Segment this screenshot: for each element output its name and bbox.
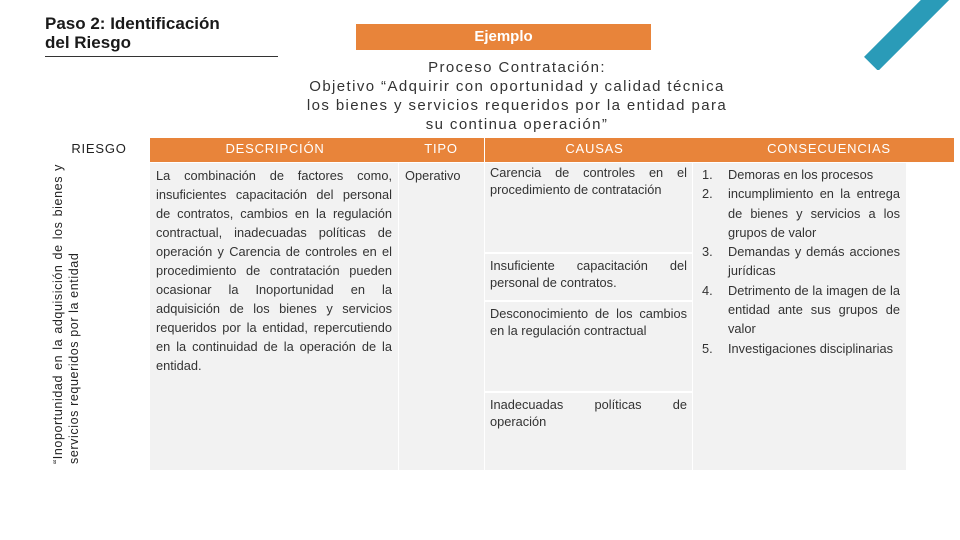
header-causas: CAUSAS bbox=[485, 138, 704, 162]
risk-statement: “Inoportunidad en la adquisición de los bienes y servicios requeridos por la entidad bbox=[51, 164, 81, 464]
process-line-4: su continua operación” bbox=[425, 116, 609, 133]
process-line-1: Proceso Contratación: bbox=[428, 59, 606, 76]
example-label: Ejemplo bbox=[356, 24, 651, 50]
corner-decoration bbox=[840, 0, 960, 70]
cause-cell-1: Carencia de controles en el procedimiento de contratación bbox=[485, 163, 692, 252]
consequence-item: 5. Investigaciones disciplinarias bbox=[702, 340, 894, 356]
consequence-item: 3. Demandas y demás acciones jurídicas bbox=[702, 244, 900, 279]
header-riesgo: RIESGO bbox=[71, 141, 127, 156]
title-underline bbox=[45, 56, 278, 57]
description-cell: La combinación de factores como, insuficientes capacitación del personal de contratos, cambios en la regulación contractual, inadecuadas políticas de operación y Carencia de controles en el procedimiento de contratación pueden ocasionar la Inoportunidad en la adquisición de los bienes y servicios requeridos por la entidad, repercutiendo en la continuidad de la operación de la entidad. bbox=[150, 163, 398, 470]
process-line-2: Objetivo “Adquirir con oportunidad y calidad técnica bbox=[309, 78, 725, 95]
consequence-item: 1. Demoras en los procesos bbox=[702, 167, 874, 182]
type-cell: Operativo bbox=[399, 163, 484, 470]
cause-cell-2: Insuficiente capacitación del personal de contratos. bbox=[485, 254, 692, 300]
title-line-1: Paso 2: Identificación bbox=[45, 14, 220, 33]
page-title bbox=[45, 14, 220, 52]
consequence-item: 2. incumplimiento en la entrega de bienes y servicios a los grupos de valor bbox=[702, 186, 900, 240]
header-tipo: TIPO bbox=[424, 141, 458, 156]
cause-cell-3: Desconocimiento de los cambios en la regulación contractual bbox=[485, 302, 692, 391]
consequence-item: 4. Detrimento de la imagen de la entidad ante sus grupos de valor bbox=[702, 282, 900, 337]
cause-cell-4: Inadecuadas políticas de operación bbox=[485, 393, 692, 470]
process-objective bbox=[285, 58, 749, 134]
header-descripcion: DESCRIPCIÓN bbox=[225, 141, 325, 156]
process-line-3: los bienes y servicios requeridos por la entidad para bbox=[306, 97, 728, 114]
title-line-2: del Riesgo bbox=[45, 33, 131, 52]
consequences-cell bbox=[693, 163, 906, 470]
teal-stripe bbox=[864, 0, 956, 70]
header-consecuencias: CONSECUENCIAS bbox=[704, 138, 954, 162]
consequences-list bbox=[697, 165, 900, 358]
